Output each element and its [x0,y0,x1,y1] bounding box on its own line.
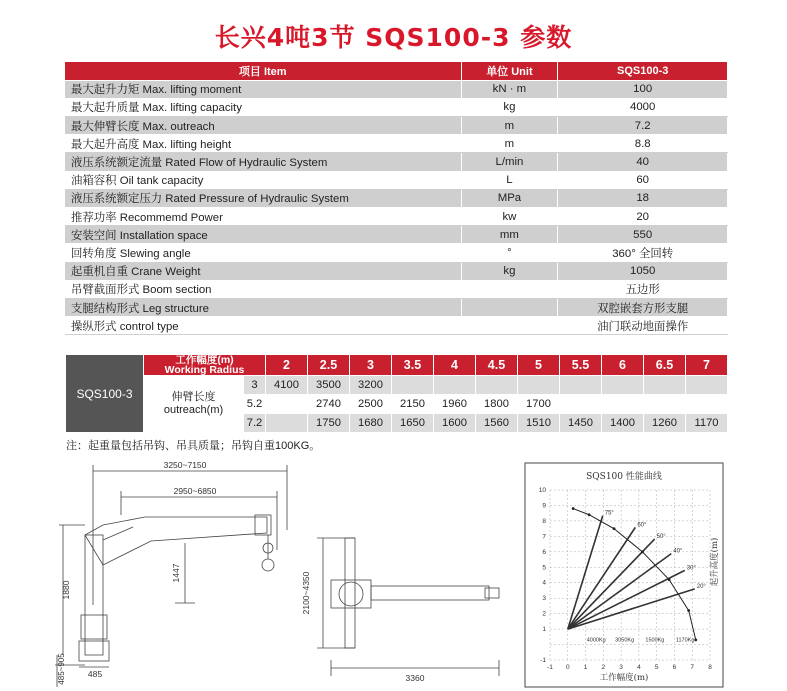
spec-row [65,208,728,226]
x-tick-label: 2 [601,664,606,671]
spec-value-cell: 五边形 [558,280,728,298]
envelope-point [668,578,671,581]
y-tick-label: 9 [542,502,546,510]
spec-unit-cell: kg [461,262,558,280]
envelope-point [572,507,575,510]
envelope-point [613,527,616,530]
load-value-cell: 1960 [434,395,476,414]
x-tick-label: 7 [690,664,695,671]
spec-item-cell: 安装空间 Installation space [65,226,461,244]
radius-cell: 6 [602,355,644,376]
y-tick-label: 10 [538,487,546,494]
load-value-cell [602,395,644,414]
spec-value-cell: 7.2 [558,117,728,135]
load-value-cell: 4100 [266,376,308,395]
page-title: 长兴4吨3节 SQS100-3 参数 [214,23,573,52]
radius-cell: 3.5 [392,355,434,376]
envelope-point [588,513,591,516]
chart-title: SQS100 性能曲线 [586,472,662,482]
spec-item-cell: 最大伸臂长度 Max. outreach [65,117,461,135]
dim-base-range: 485~905 [57,653,66,685]
outreach-label-en: outreach(m) [163,404,224,416]
spec-unit-cell: m [461,135,558,153]
envelope-point [687,609,690,612]
load-header-row [66,355,728,376]
load-value-cell [392,376,434,395]
load-value-cell: 1680 [350,414,392,433]
load-value-cell: 2150 [392,395,434,414]
load-value-cell: 1170 [686,414,728,433]
spec-item-cell: 回转角度 Slewing angle [65,244,461,262]
spec-row [65,80,728,98]
radius-cell: 6.5 [644,355,686,376]
load-value-cell [434,376,476,395]
spec-value-cell: 20 [558,208,728,226]
envelope-point [694,639,697,642]
spec-value-cell: 40 [558,153,728,171]
outreach-label [144,376,244,433]
spec-item-cell: 支腿结构形式 Leg structure [65,298,461,316]
performance-chart [524,462,724,688]
load-value-cell: 1510 [518,414,560,433]
chart-frame [525,463,723,687]
dim-base: 485 [87,669,103,679]
spec-unit-cell [461,317,558,335]
spec-row [65,153,728,171]
load-value-cell [644,395,686,414]
spec-unit-cell: m [461,117,558,135]
spec-unit-cell: L [461,171,558,189]
load-value-cell: 1650 [392,414,434,433]
dim-top: 3250~7150 [163,460,207,470]
spec-value-cell: 18 [558,189,728,207]
boom-ray [568,554,672,629]
radius-cell: 2.5 [308,355,350,376]
angle-label: 50° [656,534,666,541]
load-label: 3050Kg [615,637,635,644]
header-item: 项目 Item [65,62,461,80]
load-value-cell [266,395,308,414]
x-tick-label: -1 [547,664,553,671]
spec-row [65,189,728,207]
load-value-cell: 1260 [644,414,686,433]
boom-ray [568,527,636,629]
spec-item-cell: 吊臂截面形式 Boom section [65,280,461,298]
load-value-cell [686,395,728,414]
spec-item-cell: 油箱容积 Oil tank capacity [65,171,461,189]
spec-value-cell: 550 [558,226,728,244]
chart-xlabel: 工作幅度(m) [599,673,649,683]
spec-item-cell: 推荐功率 Recommemd Power [65,208,461,226]
y-tick-label: 1 [542,626,546,634]
load-table [65,354,728,433]
spec-unit-cell: kw [461,208,558,226]
radius-header-cn: 工作幅度(m) [175,354,234,366]
y-tick-label: 7 [542,533,546,541]
angle-label: 60° [637,522,647,529]
outreach-value: 3 [244,376,266,395]
load-value-cell [686,376,728,395]
load-value-cell [560,376,602,395]
load-value-cell: 1800 [476,395,518,414]
spec-unit-cell: kN · m [461,80,558,98]
outreach-value: 7.2 [244,414,266,433]
spec-value-cell: 1050 [558,262,728,280]
load-value-cell: 1450 [560,414,602,433]
load-value-cell [602,376,644,395]
load-value-cell: 1400 [602,414,644,433]
radius-cell: 7 [686,355,728,376]
spec-header-row [65,62,728,80]
y-tick-label: 2 [542,610,546,618]
spec-row [65,280,728,298]
load-value-cell: 1700 [518,395,560,414]
spec-item-cell: 起重机自重 Crane Weight [65,262,461,280]
spec-unit-cell: kg [461,98,558,116]
spec-unit-cell [461,298,558,316]
spec-row [65,244,728,262]
load-model-cell: SQS100-3 [66,355,144,433]
y-tick-label: 4 [542,579,546,587]
load-row [66,376,728,395]
spec-item-cell: 液压系统额定压力 Rated Pressure of Hydraulic System [65,189,461,207]
spec-row [65,117,728,135]
load-value-cell: 1560 [476,414,518,433]
load-value-cell [518,376,560,395]
load-value-cell: 1600 [434,414,476,433]
load-value-cell: 2740 [308,395,350,414]
spec-row [65,298,728,316]
y-tick-label: 3 [542,595,546,603]
x-tick-label: 3 [619,664,623,671]
load-value-cell [560,395,602,414]
spec-item-cell: 操纵形式 control type [65,317,461,335]
radius-cell: 5 [518,355,560,376]
y-tick-label: 8 [542,517,546,525]
y-tick-label: 5 [542,564,546,572]
side-view-drawing [55,455,315,691]
dim-hook: 1447 [171,563,181,583]
x-tick-label: 4 [637,664,641,671]
dim-legs: 2100~4350 [301,571,311,615]
header-model: SQS100-3 [558,62,728,80]
load-value-cell: 3200 [350,376,392,395]
spec-unit-cell [461,280,558,298]
spec-unit-cell: MPa [461,189,558,207]
load-value-cell: 1750 [308,414,350,433]
spec-value-cell: 双腔嵌套方形支腿 [558,298,728,316]
spec-unit-cell: L/min [461,153,558,171]
radius-cell: 2 [266,355,308,376]
spec-item-cell: 最大起升力矩 Max. lifting moment [65,80,461,98]
x-tick-label: 6 [672,664,677,671]
radius-cell: 3 [350,355,392,376]
spec-row [65,98,728,116]
load-value-cell: 3500 [308,376,350,395]
load-label: 1170Kg [675,637,695,644]
boom-ray [568,570,685,629]
plan-view-drawing [295,528,520,688]
spec-row [65,262,728,280]
y-tick-label: -1 [540,657,546,664]
outreach-label-cn: 伸臂长度 [171,391,216,403]
spec-value-cell: 360° 全回转 [558,244,728,262]
outreach-value: 5.2 [244,395,266,414]
spec-item-cell: 最大起升质量 Max. lifting capacity [65,98,461,116]
load-label: 1500Kg [645,637,665,644]
spec-item-cell: 液压系统额定流量 Rated Flow of Hydraulic System [65,153,461,171]
radius-cell: 5.5 [560,355,602,376]
spec-value-cell: 60 [558,171,728,189]
load-value-cell [644,376,686,395]
spec-unit-cell: mm [461,226,558,244]
spec-row [65,171,728,189]
envelope-point [641,550,644,553]
x-tick-label: 5 [654,664,659,671]
spec-table [65,62,728,335]
radius-cell: 4.5 [476,355,518,376]
spec-row [65,135,728,153]
dim-mid: 2950~6850 [173,486,217,496]
load-label: 4000Kg [586,637,606,644]
x-tick-label: 1 [583,664,588,671]
spec-row [65,317,728,335]
spec-value-cell: 油门联动地面操作 [558,317,728,335]
spec-value-cell: 100 [558,80,728,98]
angle-label: 30° [686,565,696,572]
angle-label: 40° [673,548,683,555]
spec-value-cell: 4000 [558,98,728,116]
x-tick-label: 0 [565,664,570,671]
header-unit: 单位 Unit [461,62,558,80]
load-note: 注：起重量包括吊钩、吊具质量；吊钩自重100KG。 [66,440,321,452]
spec-unit-cell: ° [461,244,558,262]
load-value-cell: 2500 [350,395,392,414]
chart-ylabel: 起升高度(m) [710,537,720,587]
load-value-cell [476,376,518,395]
y-tick-label: 6 [542,548,546,556]
spec-row [65,226,728,244]
angle-label: 20° [696,583,706,590]
radius-header-en: Working Radius [164,364,245,376]
spec-item-cell: 最大起升高度 Max. lifting height [65,135,461,153]
radius-header [144,355,266,376]
load-value-cell [266,414,308,433]
radius-cell: 4 [434,355,476,376]
dim-length: 3360 [405,673,425,683]
dim-height: 1880 [61,580,71,600]
spec-value-cell: 8.8 [558,135,728,153]
angle-label: 75° [604,510,614,517]
x-tick-label: 8 [708,664,712,671]
